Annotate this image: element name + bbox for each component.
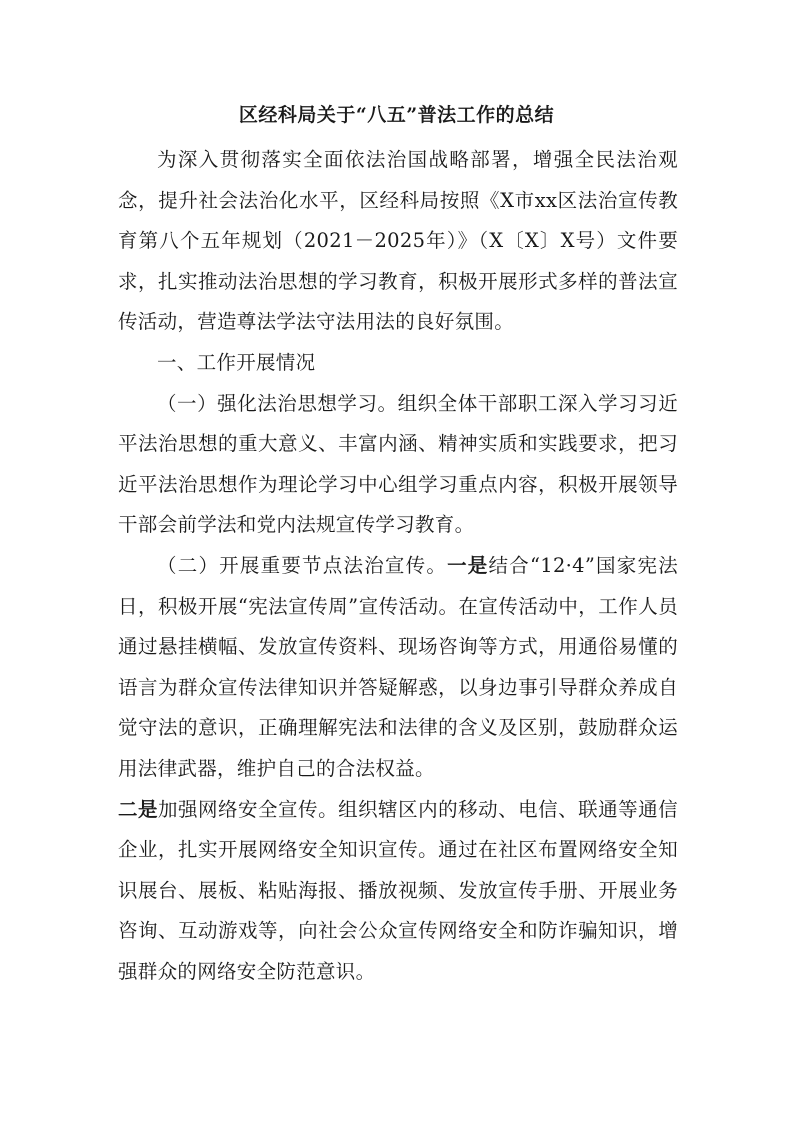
item-2-second-block <box>118 790 678 993</box>
item-1-paragraph: （一）强化法治思想学习。组织全体干部职工深入学习习近平法治思想的重大意义、丰富内涵、精神实质和实践要求，把习近平法治思想作为理论学习中心组学习重点内容，积极开展领导干部会前学法和党内法规宣传学习教育。 <box>118 391 678 537</box>
item-2-second-label: 二是 <box>118 797 159 821</box>
item-2-first-label: 一是 <box>447 553 489 577</box>
item-2-paragraph <box>118 546 678 790</box>
section-heading: 一、工作开展情况 <box>157 350 316 374</box>
item-2-second-text: 加强网络安全宣传。组织辖区内的移动、电信、联通等通信企业，扎实开展网络安全知识宣传。通过在社区布置网络安全知识展台、展板、粘贴海报、播放视频、发放宣传手册、开展业务咨询、互动游戏等，向社会公众宣传网络安全和防诈骗知识，增强群众的网络安全防范意识。 <box>118 797 678 983</box>
intro-paragraph: 为深入贯彻落实全面依法治国战略部署，增强全民法治观念，提升社会法治化水平，区经科局按照《X市xx区法治宣传教育第八个五年规划（2021－2025年）》（X〔X〕X号）文件要求，扎实推动法治思想的学习教育，积极开展形式多样的普法宣传活动，营造尊法学法守法用法的良好氛围。 <box>118 148 678 334</box>
document-title: 区经科局关于“八五”普法工作的总结 <box>238 104 555 126</box>
item-2-lead: （二）开展重要节点法治宣传。 <box>157 553 448 577</box>
item-2-first-text: 结合“12·4”国家宪法日，积极开展“宪法宣传周”宣传活动。在宣传活动中，工作人员通过悬挂横幅、发放宣传资料、现场咨询等方式，用通俗易懂的语言为群众宣传法律知识并答疑解惑，以身边事引导群众养成自觉守法的意识，正确理解宪法和法律的含义及区别，鼓励群众运用法律武器，维护自己的合法权益。 <box>118 553 679 780</box>
document-body <box>118 140 678 992</box>
